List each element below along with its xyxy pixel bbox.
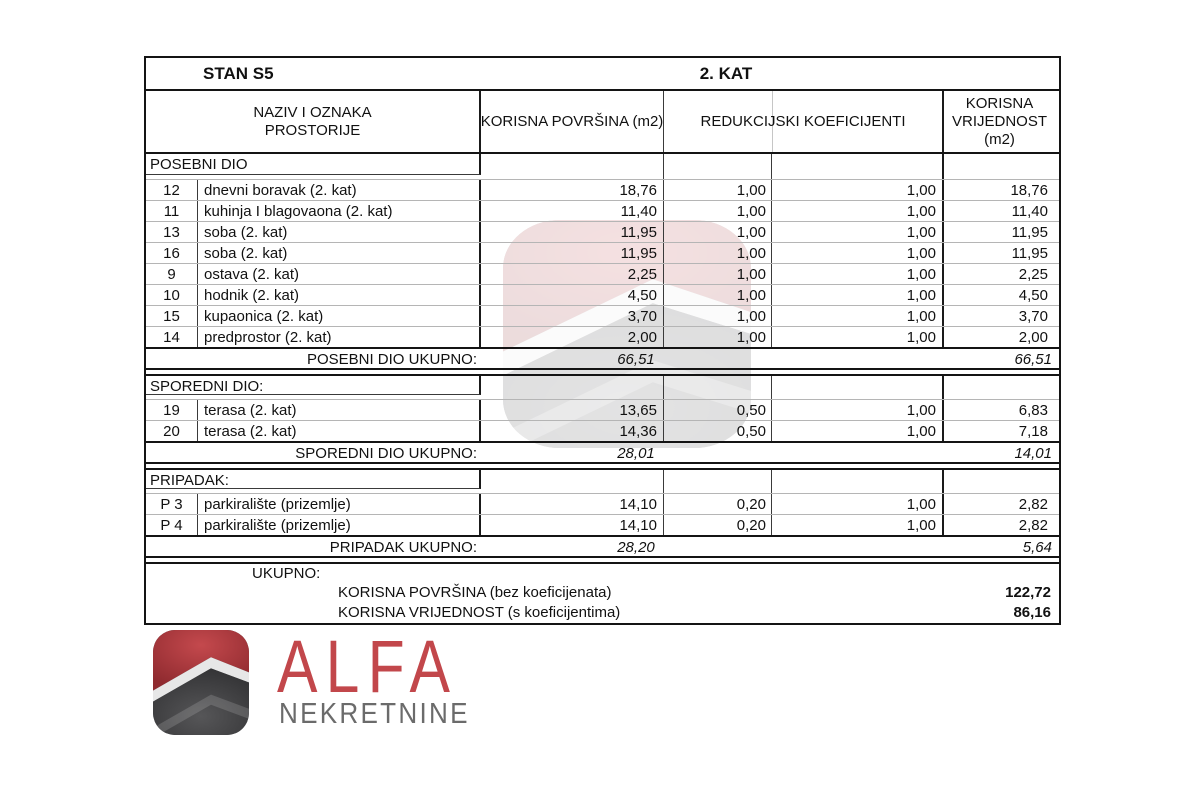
table-row — [146, 221, 1059, 242]
coef1-value: 1,00 — [664, 306, 772, 326]
area-value: 11,40 — [481, 201, 664, 221]
section-gap-row — [146, 175, 1059, 179]
table-header-row — [146, 91, 1059, 154]
room-id: 16 — [146, 243, 198, 263]
gap-coef1-cell — [664, 395, 772, 399]
area-value: 11,95 — [481, 243, 664, 263]
coef1-value: 1,00 — [664, 327, 772, 347]
useful-value: 3,70 — [1018, 308, 1048, 325]
section-total-area: 66,51 — [617, 351, 655, 368]
room-id: P 3 — [146, 494, 198, 514]
room-id: 13 — [146, 222, 198, 242]
area-value: 2,00 — [481, 327, 664, 347]
grand-total-value-line — [146, 603, 1059, 623]
section-gap-row — [146, 395, 1059, 399]
section-total-label: PRIPADAK UKUPNO: — [329, 539, 477, 556]
room-id: 15 — [146, 306, 198, 326]
alfa-logo-graphic — [153, 630, 249, 735]
coef1-value: 1,00 — [664, 201, 772, 221]
section-value-cell — [944, 470, 1055, 489]
gap-area-cell — [481, 489, 664, 493]
useful-value: 11,95 — [1011, 245, 1048, 262]
table-body — [146, 154, 1059, 562]
section-value-cell — [944, 376, 1055, 395]
grand-area-value: 122,72 — [1005, 584, 1051, 601]
coef2-value: 1,00 — [772, 494, 944, 514]
gap-value-cell — [944, 489, 1055, 493]
section-coef1-cell — [664, 154, 772, 175]
table-row — [146, 399, 1059, 420]
area-value: 13,65 — [481, 400, 664, 420]
section-total-label: SPOREDNI DIO UKUPNO: — [295, 445, 477, 462]
area-value: 2,25 — [481, 264, 664, 284]
coef2-value: 1,00 — [772, 264, 944, 284]
section-total-row — [146, 441, 1059, 464]
section-area-cell — [481, 154, 664, 175]
table-row — [146, 263, 1059, 284]
useful-value: 18,76 — [1010, 182, 1048, 199]
gap-coef2-cell — [772, 489, 944, 493]
coef2-value: 1,00 — [772, 201, 944, 221]
room-name: terasa (2. kat) — [198, 421, 481, 441]
gap-blank — [146, 175, 481, 179]
useful-value: 11,40 — [1011, 203, 1048, 220]
grand-total-area-line — [146, 583, 1059, 603]
grand-value-label: KORISNA VRIJEDNOST (s koeficijentima) — [338, 604, 621, 621]
room-id: 20 — [146, 421, 198, 441]
section-total-value: 5,64 — [1022, 539, 1052, 556]
section-coef2-cell — [772, 470, 944, 489]
coef2-value: 1,00 — [772, 421, 944, 441]
section-total-area: 28,20 — [617, 539, 655, 556]
room-name: parkiralište (prizemlje) — [198, 494, 481, 514]
column-header-useful-value: KORISNA VRIJEDNOST (m2) — [951, 94, 1047, 148]
section-total-value: 14,01 — [1014, 445, 1052, 462]
grand-total-header — [146, 564, 1059, 583]
useful-value: 4,50 — [1018, 287, 1048, 304]
column-header-room-line1: NAZIV I OZNAKA — [253, 103, 372, 121]
coef2-value: 1,00 — [772, 327, 944, 347]
coef1-value: 1,00 — [664, 222, 772, 242]
coef1-value: 1,00 — [664, 285, 772, 305]
table-row — [146, 305, 1059, 326]
column-header-area: KORISNA POVRŠINA (m2) — [481, 91, 664, 152]
room-name: terasa (2. kat) — [198, 400, 481, 420]
room-id: 19 — [146, 400, 198, 420]
area-value: 14,10 — [481, 494, 664, 514]
useful-value: 6,83 — [1018, 402, 1048, 419]
room-id: 9 — [146, 264, 198, 284]
section-gap-row — [146, 489, 1059, 493]
section-total-value: 66,51 — [1014, 351, 1052, 368]
gap-area-cell — [481, 395, 664, 399]
coef1-value: 0,20 — [664, 494, 772, 514]
section-label: SPOREDNI DIO: — [146, 376, 481, 395]
section-value-cell — [944, 154, 1055, 175]
coef1-value: 0,20 — [664, 515, 772, 535]
gap-coef1-cell — [664, 175, 772, 179]
room-id: 10 — [146, 285, 198, 305]
grand-total-block — [146, 562, 1059, 623]
table-row — [146, 284, 1059, 305]
coef1-value: 1,00 — [664, 264, 772, 284]
room-id: 14 — [146, 327, 198, 347]
area-value: 3,70 — [481, 306, 664, 326]
room-name: kupaonica (2. kat) — [198, 306, 481, 326]
room-id: P 4 — [146, 515, 198, 535]
coef2-value: 1,00 — [772, 243, 944, 263]
useful-value: 2,00 — [1018, 329, 1048, 346]
table-row — [146, 326, 1059, 347]
section-total-area: 28,01 — [617, 445, 655, 462]
gap-area-cell — [481, 175, 664, 179]
coef1-value: 0,50 — [664, 400, 772, 420]
useful-value: 2,25 — [1018, 266, 1048, 283]
floor-title: 2. KAT — [699, 64, 753, 83]
room-id: 11 — [146, 201, 198, 221]
area-value: 14,36 — [481, 421, 664, 441]
table-row — [146, 420, 1059, 441]
section-coef1-cell — [664, 376, 772, 395]
column-header-coefficients: REDUKCIJSKI KOEFICIJENTI — [664, 91, 944, 152]
gap-value-cell — [944, 395, 1055, 399]
coef1-value: 1,00 — [664, 243, 772, 263]
column-header-room-line2: PROSTORIJE — [264, 121, 361, 139]
room-id: 12 — [146, 180, 198, 200]
apartment-area-table — [144, 56, 1061, 625]
coef1-value: 0,50 — [664, 421, 772, 441]
section-area-cell — [481, 376, 664, 395]
section-label: POSEBNI DIO — [146, 154, 481, 175]
room-name: predprostor (2. kat) — [198, 327, 481, 347]
alfa-logo-icon — [153, 630, 249, 735]
room-name: parkiralište (prizemlje) — [198, 515, 481, 535]
gap-blank — [146, 489, 481, 493]
gap-value-cell — [944, 175, 1055, 179]
coef2-value: 1,00 — [772, 400, 944, 420]
gap-coef1-cell — [664, 489, 772, 493]
apartment-title: STAN S5 — [203, 64, 274, 83]
grand-total-label: UKUPNO: — [252, 565, 321, 582]
section-header-row — [146, 154, 1059, 175]
section-header-row — [146, 374, 1059, 395]
gap-coef2-cell — [772, 395, 944, 399]
grand-area-label: KORISNA POVRŠINA (bez koeficijenata) — [338, 584, 612, 601]
area-value: 18,76 — [481, 180, 664, 200]
coef2-value: 1,00 — [772, 285, 944, 305]
room-name: dnevni boravak (2. kat) — [198, 180, 481, 200]
brand-name: ALFA — [277, 625, 459, 708]
table-row — [146, 242, 1059, 263]
section-header-row — [146, 468, 1059, 489]
section-area-cell — [481, 470, 664, 489]
section-coef2-cell — [772, 154, 944, 175]
gap-coef2-cell — [772, 175, 944, 179]
area-value: 11,95 — [481, 222, 664, 242]
brand-subtitle: NEKRETNINE — [279, 698, 470, 730]
useful-value: 2,82 — [1018, 517, 1048, 534]
useful-value: 2,82 — [1018, 496, 1048, 513]
section-total-row — [146, 347, 1059, 370]
section-total-filler — [791, 443, 948, 462]
coef1-value: 1,00 — [664, 180, 772, 200]
section-total-label: POSEBNI DIO UKUPNO: — [306, 351, 477, 368]
grand-value-value: 86,16 — [1013, 604, 1051, 621]
table-title-row — [146, 58, 1059, 91]
room-name: kuhinja I blagovaona (2. kat) — [198, 201, 481, 221]
useful-value: 11,95 — [1011, 224, 1048, 241]
area-value: 4,50 — [481, 285, 664, 305]
column-header-room — [146, 91, 481, 152]
room-name: hodnik (2. kat) — [198, 285, 481, 305]
table-row — [146, 514, 1059, 535]
table-row — [146, 200, 1059, 221]
coef2-value: 1,00 — [772, 180, 944, 200]
section-total-filler — [791, 349, 948, 368]
section-total-row — [146, 535, 1059, 558]
coef2-value: 1,00 — [772, 222, 944, 242]
table-row — [146, 493, 1059, 514]
table-row — [146, 179, 1059, 200]
section-label: PRIPADAK: — [146, 470, 481, 489]
section-coef1-cell — [664, 470, 772, 489]
section-total-filler — [791, 537, 948, 556]
area-value: 14,10 — [481, 515, 664, 535]
useful-value: 7,18 — [1018, 423, 1048, 440]
gap-blank — [146, 395, 481, 399]
room-name: soba (2. kat) — [198, 243, 481, 263]
room-name: soba (2. kat) — [198, 222, 481, 242]
section-coef2-cell — [772, 376, 944, 395]
room-name: ostava (2. kat) — [198, 264, 481, 284]
coef2-value: 1,00 — [772, 515, 944, 535]
coef2-value: 1,00 — [772, 306, 944, 326]
